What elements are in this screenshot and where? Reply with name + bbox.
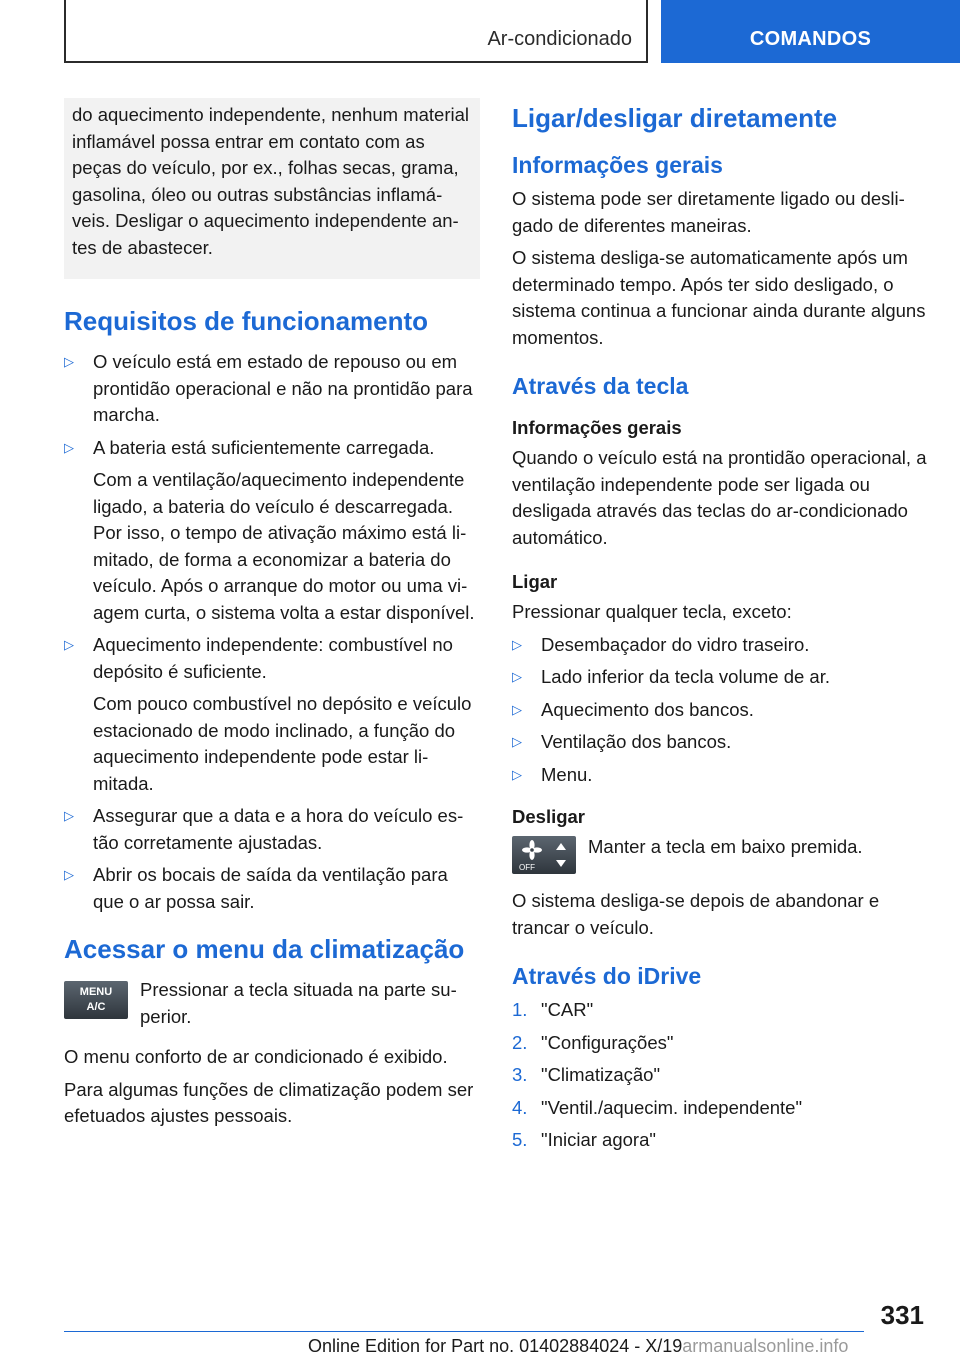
ac-key-label: A/C (86, 1001, 106, 1013)
menu-key-row (64, 977, 480, 1030)
list-item (512, 729, 928, 756)
key-info-heading: Informações gerais (512, 417, 682, 438)
chapter-tab (661, 0, 960, 63)
list-item (512, 697, 928, 724)
list-item-text: A bateria está suficientemente carregada. (93, 436, 435, 458)
step-number: 3. (512, 1064, 528, 1085)
switch-off-heading: Desligar (512, 806, 586, 827)
climate-menu-heading: Acessar o menu da climatização (64, 934, 465, 964)
menu-key-label: MENU (79, 986, 113, 998)
step-text: "Iniciar agora" (541, 1129, 656, 1150)
list-item-text: Lado inferior da tecla volume de ar. (541, 666, 830, 687)
watermark-text: armanualsonline.info (682, 1336, 849, 1356)
fan-key-row (512, 834, 928, 874)
menu-ac-key-icon (64, 981, 128, 1019)
step-item (512, 1127, 928, 1154)
left-column (64, 98, 480, 1136)
general-info-paragraph-2: O sistema desliga-se automaticamente após um determinado tempo. Após ter sido desligado, o sistema continua a funcionar ainda durante alguns momentos. (512, 247, 926, 348)
chapter-title: COMANDOS (749, 28, 872, 50)
list-item-text: Ventilação dos bancos. (541, 731, 732, 752)
list-item-detail: Com pouco combustível no depósito e veículo estacionado de modo inclinado, a função do aquecimento independente pode estar limitada. (93, 693, 472, 794)
step-text: "Configurações" (541, 1031, 674, 1053)
step-item (512, 1062, 928, 1089)
switch-on-heading: Ligar (512, 571, 558, 592)
warning-note-text: do aquecimento independente, nenhum material inflamável possa entrar em contato com as peças do veículo, por ex., folhas secas, grama, gasolina, óleo ou outras substâncias inflamáveis. Desligar o aquecimento independente antes de abastecer. (72, 104, 470, 258)
bullet-icon: ▷ (512, 701, 522, 717)
list-item (64, 862, 480, 915)
list-item (64, 803, 480, 856)
requirements-heading: Requisitos de funcionamento (64, 306, 429, 336)
switch-off-paragraph: O sistema desliga-se depois de abandonar e trancar o veículo. (512, 890, 880, 938)
step-number: 2. (512, 1031, 528, 1053)
switch-on-paragraph: Pressionar qualquer tecla, exceto: (512, 601, 792, 622)
step-text: "CAR" (541, 999, 594, 1020)
list-item-text: Assegurar que a data e a hora do veículo estão corretamente ajustadas. (93, 805, 464, 853)
requirements-list (64, 349, 480, 915)
direct-onoff-heading: Ligar/desligar diretamente (512, 103, 838, 133)
step-text: "Climatização" (541, 1064, 661, 1085)
list-item (64, 349, 480, 429)
bullet-icon: ▷ (64, 808, 74, 823)
list-item-text: Menu. (541, 763, 593, 785)
list-item (512, 664, 928, 691)
menu-paragraph-1: O menu conforto de ar condicionado é exibido. (64, 1046, 448, 1067)
bullet-icon: ▷ (512, 734, 522, 749)
warning-note (64, 98, 480, 279)
right-column (512, 98, 928, 1160)
list-item-text: Aquecimento dos bancos. (541, 698, 754, 720)
section-header (64, 0, 648, 63)
list-item-text: Desembaçador do vidro traseiro. (541, 633, 810, 655)
step-number: 5. (512, 1129, 528, 1150)
off-label: OFF (519, 863, 535, 872)
general-info-heading: Informações gerais (512, 152, 723, 178)
list-item-text: Aquecimento independente: combustível no depósito é suficiente. (93, 634, 453, 682)
step-item (512, 1030, 928, 1057)
bullet-icon: ▷ (64, 637, 74, 652)
menu-paragraph-2: Para algumas funções de climatização podem ser efetuados ajustes pessoais. (64, 1078, 474, 1126)
bullet-icon: ▷ (512, 766, 522, 782)
footer-edition (308, 1336, 848, 1357)
step-number: 4. (512, 1096, 528, 1118)
fan-off-key-icon (512, 836, 576, 874)
fan-icon (512, 836, 576, 874)
switch-off-instruction: Manter a tecla em baixo premida. (588, 836, 863, 857)
step-item (512, 1095, 928, 1122)
step-text: "Ventil./aquecim. independente" (541, 1096, 803, 1118)
excluded-keys-list (512, 632, 928, 789)
key-info-paragraph: Quando o veículo está na prontidão operacional, a ventilação independente pode ser ligada ou desligada através das teclas do ar-condicionado automático. (512, 447, 927, 548)
via-key-heading: Através da tecla (512, 373, 689, 399)
page-number: 331 (880, 1300, 924, 1330)
bullet-icon: ▷ (64, 867, 74, 882)
via-idrive-heading: Através do iDrive (512, 963, 702, 989)
general-info-paragraph-1: O sistema pode ser diretamente ligado ou desligado de diferentes maneiras. (512, 188, 905, 236)
edition-text: Online Edition for Part no. 01402884024 - X/19 (308, 1336, 683, 1356)
step-item (512, 997, 928, 1024)
list-item (64, 435, 480, 627)
list-item-text: Abrir os bocais de saída da ventilação para que o ar possa sair. (93, 864, 448, 912)
bullet-icon: ▷ (64, 439, 74, 455)
list-item (64, 632, 480, 797)
list-item (512, 632, 928, 659)
section-title: Ar-condicionado (487, 28, 632, 50)
list-item-detail: Com a ventilação/aquecimento independente ligado, a bateria do veículo é descarregada. Por isso, o tempo de ativação máximo está limitado, de forma a economizar a bateria do veículo. Após o arranque do motor ou uma viagem curta, o sistema volta a estar disponível. (93, 469, 475, 623)
idrive-steps-list (512, 997, 928, 1154)
footer-divider (64, 1331, 864, 1332)
list-item (512, 762, 928, 789)
list-item-text: O veículo está em estado de repouso ou em prontidão operacional e não na prontidão para marcha. (93, 351, 473, 425)
bullet-icon: ▷ (64, 354, 74, 369)
menu-key-instruction: Pressionar a tecla situada na parte superior. (140, 979, 457, 1027)
bullet-icon: ▷ (512, 669, 522, 684)
bullet-icon: ▷ (512, 636, 522, 652)
step-number: 1. (512, 999, 528, 1020)
